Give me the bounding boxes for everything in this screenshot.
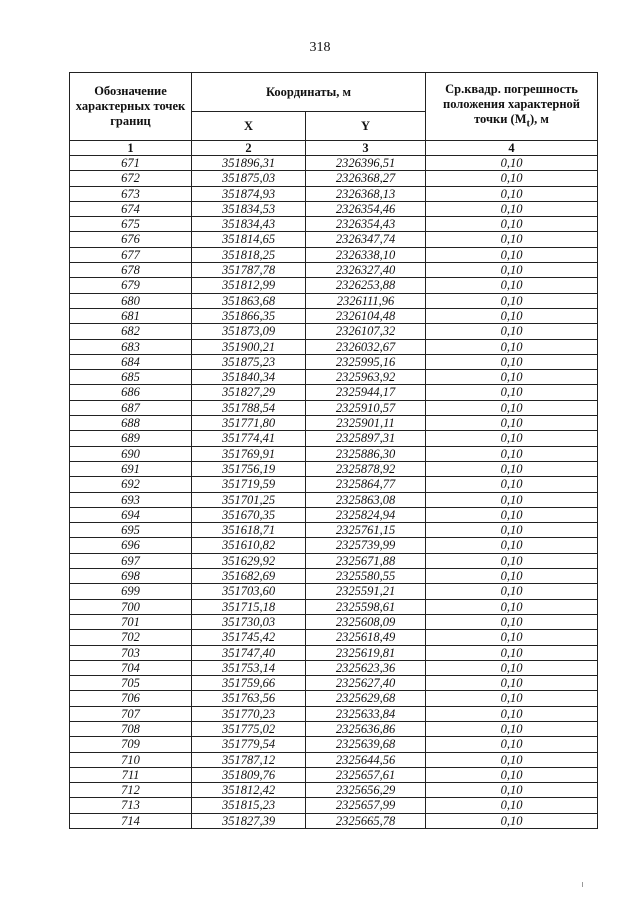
table-row <box>70 599 598 614</box>
cell-x: 351745,42 <box>192 630 306 645</box>
table-row <box>70 354 598 369</box>
column-number: 2 <box>192 141 306 156</box>
table-row <box>70 783 598 798</box>
cell-y: 2325591,21 <box>306 584 426 599</box>
cell-y: 2325623,36 <box>306 660 426 675</box>
cell-x: 351827,29 <box>192 385 306 400</box>
cell-x: 351610,82 <box>192 538 306 553</box>
cell-y: 2325657,61 <box>306 767 426 782</box>
cell-y: 2326032,67 <box>306 339 426 354</box>
cell-y: 2326354,46 <box>306 201 426 216</box>
cell-point-number: 683 <box>70 339 192 354</box>
cell-rms-error: 0,10 <box>426 278 598 293</box>
cell-y: 2325995,16 <box>306 354 426 369</box>
cell-point-number: 682 <box>70 324 192 339</box>
cell-y: 2325944,17 <box>306 385 426 400</box>
cell-x: 351873,09 <box>192 324 306 339</box>
cell-point-number: 702 <box>70 630 192 645</box>
table-row <box>70 278 598 293</box>
cell-x: 351747,40 <box>192 645 306 660</box>
cell-rms-error: 0,10 <box>426 171 598 186</box>
table-row <box>70 584 598 599</box>
cell-rms-error: 0,10 <box>426 385 598 400</box>
cell-rms-error: 0,10 <box>426 767 598 782</box>
cell-y: 2326368,13 <box>306 186 426 201</box>
cell-y: 2325901,11 <box>306 416 426 431</box>
cell-rms-error: 0,10 <box>426 813 598 828</box>
cell-x: 351875,23 <box>192 354 306 369</box>
cell-rms-error: 0,10 <box>426 446 598 461</box>
table-row <box>70 660 598 675</box>
cell-point-number: 678 <box>70 263 192 278</box>
header-x: X <box>192 112 306 141</box>
cell-x: 351834,43 <box>192 217 306 232</box>
cell-y: 2325580,55 <box>306 569 426 584</box>
cell-y: 2326107,32 <box>306 324 426 339</box>
cell-y: 2325824,94 <box>306 507 426 522</box>
cell-rms-error: 0,10 <box>426 798 598 813</box>
cell-rms-error: 0,10 <box>426 324 598 339</box>
cell-y: 2325644,56 <box>306 752 426 767</box>
table-header-row <box>70 73 598 112</box>
cell-point-number: 690 <box>70 446 192 461</box>
cell-point-number: 703 <box>70 645 192 660</box>
cell-rms-error: 0,10 <box>426 614 598 629</box>
cell-point-number: 694 <box>70 507 192 522</box>
column-number-row <box>70 141 598 156</box>
cell-x: 351670,35 <box>192 507 306 522</box>
cell-y: 2325897,31 <box>306 431 426 446</box>
cell-point-number: 695 <box>70 523 192 538</box>
cell-rms-error: 0,10 <box>426 308 598 323</box>
cell-rms-error: 0,10 <box>426 507 598 522</box>
table-row <box>70 507 598 522</box>
cell-point-number: 672 <box>70 171 192 186</box>
cell-point-number: 693 <box>70 492 192 507</box>
cell-rms-error: 0,10 <box>426 721 598 736</box>
cell-point-number: 714 <box>70 813 192 828</box>
cell-rms-error: 0,10 <box>426 523 598 538</box>
cell-point-number: 710 <box>70 752 192 767</box>
cell-y: 2326354,43 <box>306 217 426 232</box>
cell-point-number: 704 <box>70 660 192 675</box>
cell-rms-error: 0,10 <box>426 263 598 278</box>
cell-rms-error: 0,10 <box>426 691 598 706</box>
cell-point-number: 673 <box>70 186 192 201</box>
table-row <box>70 767 598 782</box>
cell-point-number: 677 <box>70 247 192 262</box>
cell-point-number: 708 <box>70 721 192 736</box>
cell-point-number: 712 <box>70 783 192 798</box>
cell-x: 351874,93 <box>192 186 306 201</box>
cell-x: 351770,23 <box>192 706 306 721</box>
cell-y: 2325864,77 <box>306 477 426 492</box>
cell-x: 351703,60 <box>192 584 306 599</box>
table-row <box>70 492 598 507</box>
coordinates-table <box>69 72 598 829</box>
cell-point-number: 713 <box>70 798 192 813</box>
cell-x: 351812,42 <box>192 783 306 798</box>
table-row <box>70 416 598 431</box>
cell-rms-error: 0,10 <box>426 186 598 201</box>
cell-x: 351866,35 <box>192 308 306 323</box>
table-row <box>70 721 598 736</box>
cell-point-number: 687 <box>70 400 192 415</box>
table-row <box>70 385 598 400</box>
cell-rms-error: 0,10 <box>426 660 598 675</box>
cell-x: 351809,76 <box>192 767 306 782</box>
cell-point-number: 675 <box>70 217 192 232</box>
table-row <box>70 691 598 706</box>
cell-y: 2325598,61 <box>306 599 426 614</box>
table-row <box>70 614 598 629</box>
cell-point-number: 699 <box>70 584 192 599</box>
cell-rms-error: 0,10 <box>426 569 598 584</box>
table-row <box>70 737 598 752</box>
cell-rms-error: 0,10 <box>426 584 598 599</box>
table-row <box>70 293 598 308</box>
cell-y: 2325618,49 <box>306 630 426 645</box>
cell-rms-error: 0,10 <box>426 400 598 415</box>
cell-point-number: 681 <box>70 308 192 323</box>
table-row <box>70 263 598 278</box>
cell-x: 351863,68 <box>192 293 306 308</box>
cell-x: 351834,53 <box>192 201 306 216</box>
header-point-designation: Обозначение характерных точек границ <box>70 73 192 141</box>
cell-y: 2325656,29 <box>306 783 426 798</box>
cell-y: 2326111,96 <box>306 293 426 308</box>
table-row <box>70 232 598 247</box>
cell-point-number: 679 <box>70 278 192 293</box>
cell-x: 351787,12 <box>192 752 306 767</box>
cell-x: 351900,21 <box>192 339 306 354</box>
table-row <box>70 217 598 232</box>
table-row <box>70 676 598 691</box>
cell-y: 2325639,68 <box>306 737 426 752</box>
table-row <box>70 431 598 446</box>
cell-rms-error: 0,10 <box>426 630 598 645</box>
table-row <box>70 400 598 415</box>
cell-x: 351814,65 <box>192 232 306 247</box>
table-row <box>70 569 598 584</box>
cell-y: 2325608,09 <box>306 614 426 629</box>
cell-y: 2325878,92 <box>306 461 426 476</box>
table-row <box>70 813 598 828</box>
cell-y: 2326338,10 <box>306 247 426 262</box>
table-row <box>70 553 598 568</box>
cell-rms-error: 0,10 <box>426 247 598 262</box>
cell-point-number: 674 <box>70 201 192 216</box>
header-rms-error-unit: ), м <box>530 111 549 126</box>
table-row <box>70 477 598 492</box>
table-row <box>70 630 598 645</box>
scan-mark <box>582 882 583 887</box>
cell-x: 351774,41 <box>192 431 306 446</box>
cell-x: 351682,69 <box>192 569 306 584</box>
cell-y: 2325657,99 <box>306 798 426 813</box>
header-rms-error <box>426 73 598 141</box>
cell-x: 351753,14 <box>192 660 306 675</box>
header-coordinates: Координаты, м <box>192 73 426 112</box>
table-row <box>70 339 598 354</box>
cell-y: 2325671,88 <box>306 553 426 568</box>
cell-rms-error: 0,10 <box>426 599 598 614</box>
cell-rms-error: 0,10 <box>426 783 598 798</box>
cell-rms-error: 0,10 <box>426 416 598 431</box>
cell-point-number: 671 <box>70 156 192 171</box>
cell-x: 351818,25 <box>192 247 306 262</box>
cell-point-number: 684 <box>70 354 192 369</box>
table-row <box>70 186 598 201</box>
cell-y: 2325739,99 <box>306 538 426 553</box>
cell-rms-error: 0,10 <box>426 339 598 354</box>
cell-y: 2325761,15 <box>306 523 426 538</box>
table-row <box>70 370 598 385</box>
table-row <box>70 446 598 461</box>
cell-y: 2326327,40 <box>306 263 426 278</box>
cell-rms-error: 0,10 <box>426 156 598 171</box>
cell-x: 351896,31 <box>192 156 306 171</box>
table-row <box>70 201 598 216</box>
table-row <box>70 538 598 553</box>
page-number: 318 <box>309 40 331 55</box>
table-row <box>70 171 598 186</box>
table-row <box>70 645 598 660</box>
cell-rms-error: 0,10 <box>426 538 598 553</box>
cell-x: 351730,03 <box>192 614 306 629</box>
cell-x: 351779,54 <box>192 737 306 752</box>
cell-point-number: 686 <box>70 385 192 400</box>
cell-y: 2325619,81 <box>306 645 426 660</box>
cell-point-number: 697 <box>70 553 192 568</box>
cell-y: 2325863,08 <box>306 492 426 507</box>
cell-x: 351775,02 <box>192 721 306 736</box>
column-number: 1 <box>70 141 192 156</box>
column-number: 4 <box>426 141 598 156</box>
column-number: 3 <box>306 141 426 156</box>
cell-x: 351715,18 <box>192 599 306 614</box>
cell-x: 351815,23 <box>192 798 306 813</box>
cell-point-number: 711 <box>70 767 192 782</box>
cell-x: 351763,56 <box>192 691 306 706</box>
cell-rms-error: 0,10 <box>426 737 598 752</box>
table-row <box>70 156 598 171</box>
cell-x: 351771,80 <box>192 416 306 431</box>
table-row <box>70 461 598 476</box>
cell-x: 351840,34 <box>192 370 306 385</box>
table-body <box>70 156 598 829</box>
table-row <box>70 308 598 323</box>
header-y: Y <box>306 112 426 141</box>
cell-y: 2325629,68 <box>306 691 426 706</box>
cell-point-number: 676 <box>70 232 192 247</box>
cell-y: 2325665,78 <box>306 813 426 828</box>
table-row <box>70 798 598 813</box>
cell-rms-error: 0,10 <box>426 706 598 721</box>
cell-y: 2325627,40 <box>306 676 426 691</box>
cell-x: 351701,25 <box>192 492 306 507</box>
cell-rms-error: 0,10 <box>426 645 598 660</box>
cell-point-number: 706 <box>70 691 192 706</box>
cell-rms-error: 0,10 <box>426 477 598 492</box>
cell-rms-error: 0,10 <box>426 201 598 216</box>
cell-rms-error: 0,10 <box>426 232 598 247</box>
table-row <box>70 324 598 339</box>
cell-x: 351787,78 <box>192 263 306 278</box>
cell-y: 2326347,74 <box>306 232 426 247</box>
cell-x: 351756,19 <box>192 461 306 476</box>
cell-rms-error: 0,10 <box>426 370 598 385</box>
cell-rms-error: 0,10 <box>426 354 598 369</box>
header-rms-error-subscript: t <box>526 118 530 130</box>
cell-x: 351629,92 <box>192 553 306 568</box>
cell-rms-error: 0,10 <box>426 293 598 308</box>
cell-point-number: 705 <box>70 676 192 691</box>
cell-point-number: 700 <box>70 599 192 614</box>
cell-y: 2326396,51 <box>306 156 426 171</box>
cell-point-number: 691 <box>70 461 192 476</box>
cell-y: 2325910,57 <box>306 400 426 415</box>
cell-y: 2325633,84 <box>306 706 426 721</box>
cell-rms-error: 0,10 <box>426 217 598 232</box>
cell-point-number: 707 <box>70 706 192 721</box>
cell-point-number: 685 <box>70 370 192 385</box>
table-row <box>70 523 598 538</box>
table-row <box>70 752 598 767</box>
cell-y: 2326368,27 <box>306 171 426 186</box>
cell-x: 351788,54 <box>192 400 306 415</box>
cell-rms-error: 0,10 <box>426 553 598 568</box>
cell-point-number: 701 <box>70 614 192 629</box>
cell-point-number: 689 <box>70 431 192 446</box>
cell-point-number: 698 <box>70 569 192 584</box>
cell-point-number: 688 <box>70 416 192 431</box>
cell-rms-error: 0,10 <box>426 431 598 446</box>
table-row <box>70 247 598 262</box>
cell-rms-error: 0,10 <box>426 676 598 691</box>
cell-y: 2325963,92 <box>306 370 426 385</box>
table-row <box>70 706 598 721</box>
cell-x: 351827,39 <box>192 813 306 828</box>
cell-point-number: 692 <box>70 477 192 492</box>
cell-y: 2325886,30 <box>306 446 426 461</box>
cell-point-number: 680 <box>70 293 192 308</box>
cell-y: 2326104,48 <box>306 308 426 323</box>
cell-x: 351769,91 <box>192 446 306 461</box>
cell-point-number: 709 <box>70 737 192 752</box>
cell-x: 351618,71 <box>192 523 306 538</box>
cell-y: 2325636,86 <box>306 721 426 736</box>
cell-x: 351875,03 <box>192 171 306 186</box>
cell-x: 351719,59 <box>192 477 306 492</box>
cell-rms-error: 0,10 <box>426 492 598 507</box>
header-rms-error-text: Ср.квадр. погрешность положения характерной точки (M <box>443 81 581 126</box>
cell-x: 351759,66 <box>192 676 306 691</box>
cell-y: 2326253,88 <box>306 278 426 293</box>
cell-point-number: 696 <box>70 538 192 553</box>
cell-rms-error: 0,10 <box>426 461 598 476</box>
cell-x: 351812,99 <box>192 278 306 293</box>
cell-rms-error: 0,10 <box>426 752 598 767</box>
